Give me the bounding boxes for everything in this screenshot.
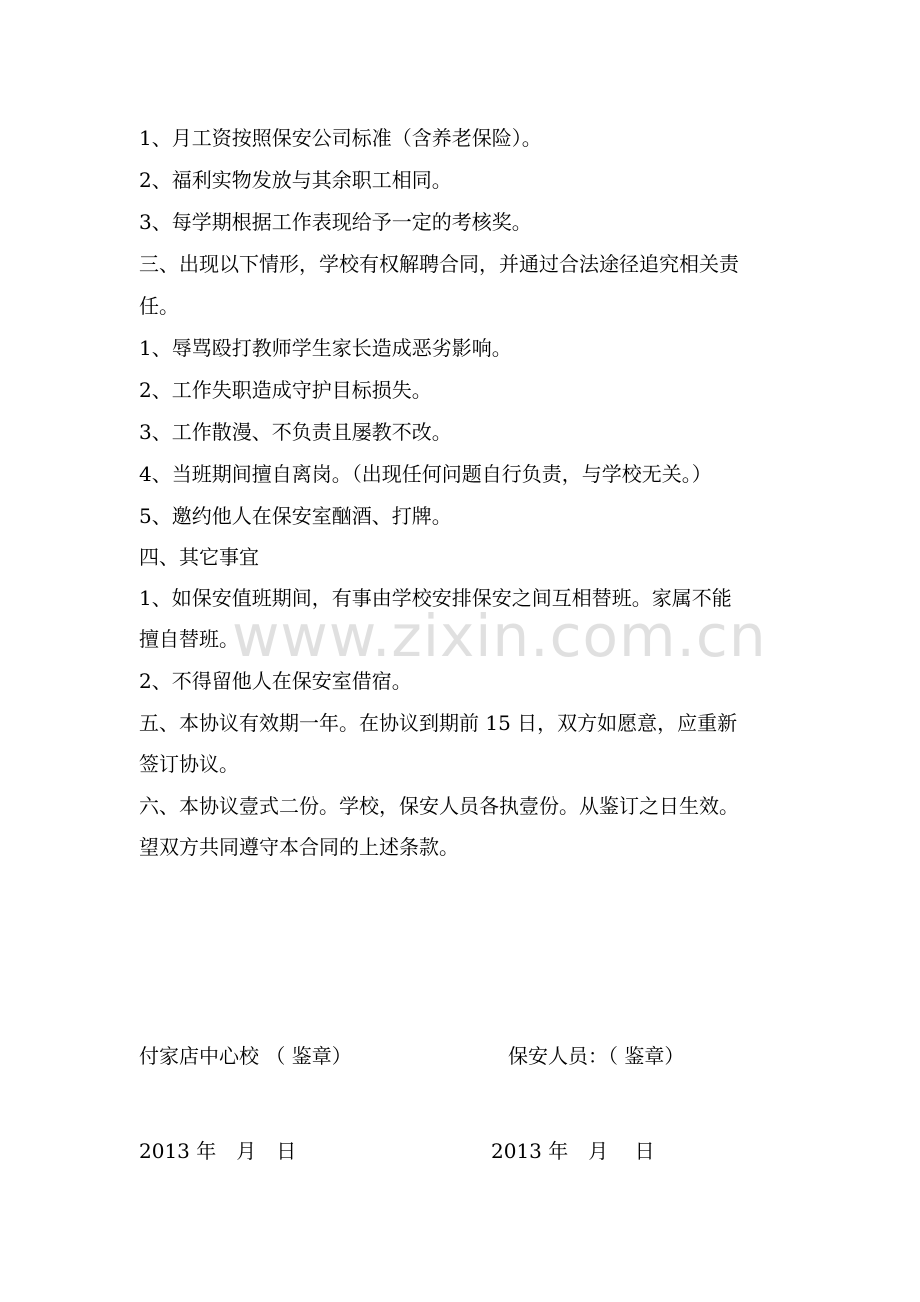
other-item-2: 2、不得留他人在保安室借宿。 (139, 669, 412, 693)
section-6: 六、本协议壹式二份。学校，保安人员各执壹份。从鉴订之日生效。 (139, 794, 739, 818)
clause-bonus: 3、每学期根据工作表现给予一定的考核奖。 (139, 210, 532, 234)
guard-signature: 保安人员：（ 鉴章） (508, 1044, 685, 1068)
section-4-heading: 四、其它事宜 (139, 545, 259, 569)
section-3-heading: 三、出现以下情形，学校有权解聘合同，并通过合法途径追究相关责 (139, 252, 739, 276)
clause-welfare: 2、福利实物发放与其余职工相同。 (139, 168, 452, 192)
section-5: 五、本协议有效期一年。在协议到期前 15 日，双方如愿意，应重新 (139, 711, 738, 735)
termination-item-2: 2、工作失职造成守护目标损失。 (139, 378, 432, 402)
termination-item-4: 4、当班期间擅自离岗。（出现任何问题自行负责，与学校无关。） (139, 462, 712, 486)
other-item-1: 1、如保安值班期间，有事由学校安排保安之间互相替班。家属不能 (139, 586, 732, 610)
school-date: 2013 年 月 日 (139, 1139, 297, 1163)
section-3-heading-cont: 任。 (139, 294, 179, 318)
termination-item-5: 5、邀约他人在保安室酗酒、打牌。 (139, 504, 452, 528)
school-signature: 付家店中心校 （ 鉴章） (139, 1044, 352, 1068)
clause-salary: 1、月工资按照保安公司标准（含养老保险）。 (139, 126, 542, 150)
section-5-cont: 签订协议。 (139, 752, 239, 776)
termination-item-1: 1、辱骂殴打教师学生家长造成恶劣影响。 (139, 336, 512, 360)
section-6-cont: 望双方共同遵守本合同的上述条款。 (139, 835, 459, 859)
termination-item-3: 3、工作散漫、不负责且屡教不改。 (139, 420, 452, 444)
watermark: www.zixin.com.cn (232, 602, 767, 670)
other-item-1-cont: 擅自替班。 (139, 627, 239, 651)
guard-date: 2013 年 月 日 (491, 1139, 655, 1163)
